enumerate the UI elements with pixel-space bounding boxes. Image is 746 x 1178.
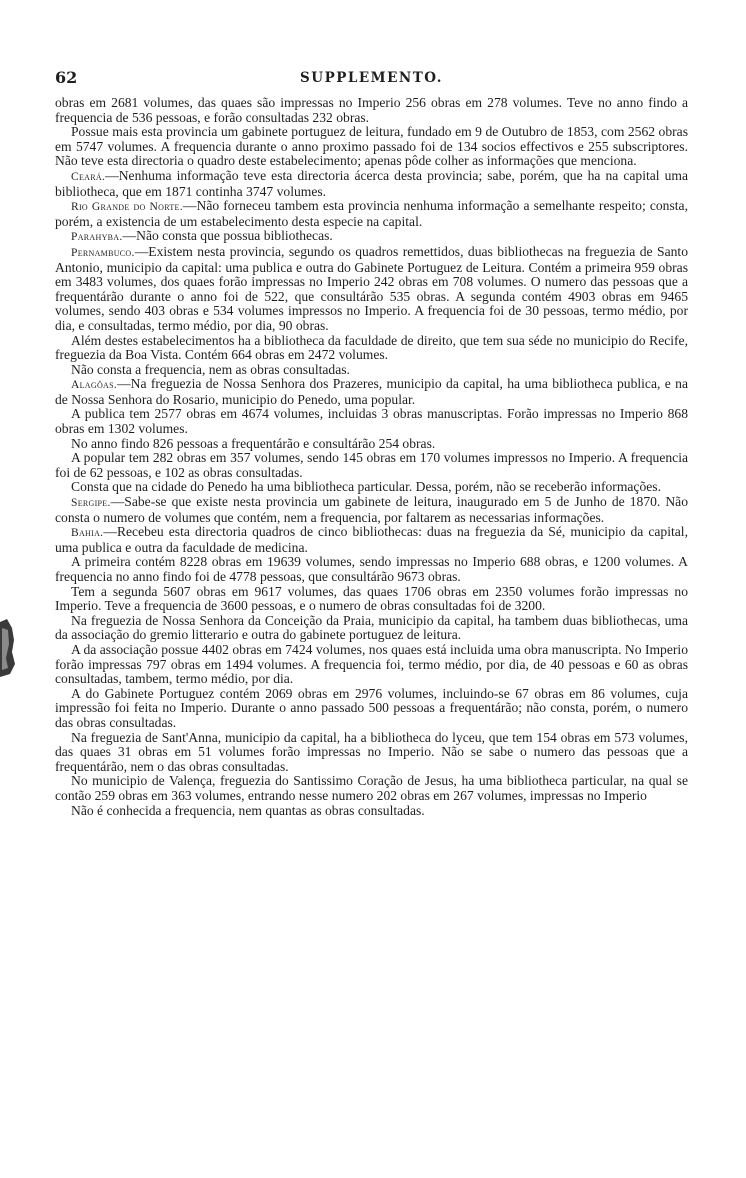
province-label: Bahia. (71, 527, 104, 540)
paragraph (55, 804, 688, 819)
paragraph-text: —Não forneceu tambem esta provincia nenhuma informação a semelhante respeito; consta, porém, a existencia de um estabelecimento desta especie na capital. (55, 198, 688, 229)
paragraph (55, 125, 688, 169)
paragraph (55, 377, 688, 407)
paragraph (55, 451, 688, 480)
running-title: SUPPLEMENTO. (300, 70, 443, 86)
paragraph-text: —Recebeu esta directoria quadros de cinco bibliothecas: duas na freguezia da Sé, municipio da capital, uma publica e outra da faculdade de medicina. (55, 524, 688, 555)
paragraph (55, 229, 688, 245)
paragraph-text: A da associação possue 4402 obras em 7424 volumes, nos quaes está incluida uma obra manuscripta. No Imperio forão impressas 797 obras em 1494 volumes. A frequencia foi, termo médio, por dia, de 40 pessoas e 60 as obras consultadas, tambem, termo médio, por dia. (55, 641, 688, 687)
paragraph (55, 334, 688, 363)
paragraph (55, 480, 688, 495)
paragraph (55, 687, 688, 731)
paragraph-text: Não consta a frequencia, nem as obras consultadas. (71, 361, 350, 377)
province-label: Ceará. (71, 170, 106, 183)
paragraph-text: Na freguezia de Nossa Senhora da Conceição da Praia, municipio da capital, ha tambem duas bibliothecas, uma da associação do gremio litterario e outra do gabinete portuguez de leitura. (55, 612, 688, 643)
province-label: Sergipe. (71, 497, 111, 510)
paragraph (55, 555, 688, 584)
paragraph (55, 525, 688, 555)
paragraph-text: Na freguezia de Sant'Anna, municipio da capital, ha a bibliotheca do lyceu, que tem 154 obras em 573 volumes, das quaes 31 obras em 51 volumes forão impressas no Imperio. Não se sabe o numero das pessoas que a frequentárão, nem o das obras consultadas. (55, 729, 688, 774)
province-label: Alagôas. (71, 379, 118, 392)
paragraph-text: —Existem nesta provincia, segundo os quadros remettidos, duas bibliothecas na freguezia de Santo Antonio, municipio da capital: uma publica e outra do Gabinete Portuguez de Leitura. Contém a primeira 959 obras em 3483 volumes, dos quaes forão impressas no Imperio 242 obras em 708 volumes. O numero das pessoas que a frequentárão durante o anno foi de 522, que consultárão 535 obras. A segunda contém 4903 obras em 9465 volumes, sendo 403 obras e 534 volumes impressos no Imperio. A frequencia foi de 30 pessoas, termo médio, por dia, e consultadas, termo médio, por dia, 90 obras. (55, 243, 688, 333)
paragraph-text: Tem a segunda 5607 obras em 9617 volumes, das quaes 1706 obras em 2350 volumes forão impressas no Imperio. Teve a frequencia de 3600 pessoas, e o numero de obras consultadas foi de 3200. (55, 583, 688, 614)
paragraph (55, 245, 688, 334)
paragraph-text: A popular tem 282 obras em 357 volumes, sendo 145 obras em 170 volumes impressos no Imperio. A frequencia foi de 62 pessoas, e 102 as obras consultadas. (55, 450, 688, 480)
province-label: Pernambuco. (71, 246, 135, 259)
paragraph-text: —Sabe-se que existe nesta provincia um gabinete de leitura, inaugurado em 5 de Junho de 1870. Não consta o numero de volumes que contém, nem a frequencia, por faltarem as necessarias informações. (55, 494, 688, 525)
paragraph-text: Consta que na cidade do Penedo ha uma bibliotheca particular. Dessa, porém, não se receberão informações. (71, 479, 661, 495)
paragraph-text: —Nenhuma informação teve esta directoria ácerca desta provincia; sabe, porém, que ha na capital uma bibliotheca, que em 1871 continha 3747 volumes. (55, 167, 688, 199)
paragraph-text: A primeira contém 8228 obras em 19639 volumes, sendo impressas no Imperio 688 obras, e 1200 volumes. A frequencia no anno findo foi de 4778 pessoas, que consultárão 9673 obras. (55, 554, 688, 584)
paragraph-text: obras em 2681 volumes, das quaes são impressas no Imperio 256 obras em 278 volumes. Teve no anno findo a frequencia de 536 pessoas, e forão consultadas 232 obras. (55, 95, 688, 125)
paragraph-text: Não é conhecida a frequencia, nem quantas as obras consultadas. (71, 802, 425, 818)
page-header (55, 68, 688, 92)
paragraph-text: A do Gabinete Portuguez contém 2069 obras em 2976 volumes, incluindo-se 67 obras em 86 volumes, cuja impressão foi feita no Imperio. Durante o anno passado 500 pessoas a frequentárão; não consta, porém, o numero das obras consultadas. (55, 685, 688, 730)
paragraph-text: —Não consta que possua bibliothecas. (122, 228, 333, 244)
province-label: Parahyba. (71, 231, 123, 244)
paragraph (55, 585, 688, 614)
paragraph-text: No anno findo 826 pessoas a frequentárão e consultárão 254 obras. (71, 435, 436, 451)
paragraph (55, 495, 688, 525)
paragraph (55, 731, 688, 775)
paragraph (55, 437, 688, 452)
paragraph (55, 643, 688, 687)
province-label: Rio Grande do Norte. (71, 201, 183, 214)
body-text (55, 96, 688, 818)
paragraph-text: Possue mais esta provincia um gabinete portuguez de leitura, fundado em 9 de Outubro de 1853, com 2562 obras em 5747 volumes. A frequencia durante o anno proximo passado foi de 134 socios effectivos e 255 subscriptores. Não teve esta directoria o quadro deste estabelecimento; apenas pôde colher as informações que menciona. (55, 124, 688, 169)
paragraph (55, 199, 688, 229)
paragraph-text: No municipio de Valença, freguezia do Santissimo Coração de Jesus, ha uma bibliotheca particular, na qual se contão 259 obras em 363 volumes, entrando nesse numero 202 obras em 267 volumes, impressas no Imperio (55, 773, 688, 803)
paragraph-text: Além destes estabelecimentos ha a bibliotheca da faculdade de direito, que tem sua séde no municipio do Recife, freguezia da Boa Vista. Contém 664 obras em 2472 volumes. (55, 332, 688, 363)
paragraph-text: —Na freguezia de Nossa Senhora dos Prazeres, municipio da capital, ha uma bibliotheca publica, e na de Nossa Senhora do Rosario, municipio do Penedo, uma popular. (55, 376, 688, 407)
paragraph-text: A publica tem 2577 obras em 4674 volumes, incluidas 3 obras manuscriptas. Forão impressas no Imperio 868 obras em 1302 volumes. (55, 406, 688, 437)
paragraph (55, 169, 688, 199)
paragraph (55, 774, 688, 803)
page-number: 62 (55, 68, 78, 87)
binding-clip-mark (0, 618, 16, 678)
paragraph (55, 614, 688, 643)
paragraph (55, 96, 688, 125)
paragraph (55, 363, 688, 378)
paragraph (55, 407, 688, 436)
